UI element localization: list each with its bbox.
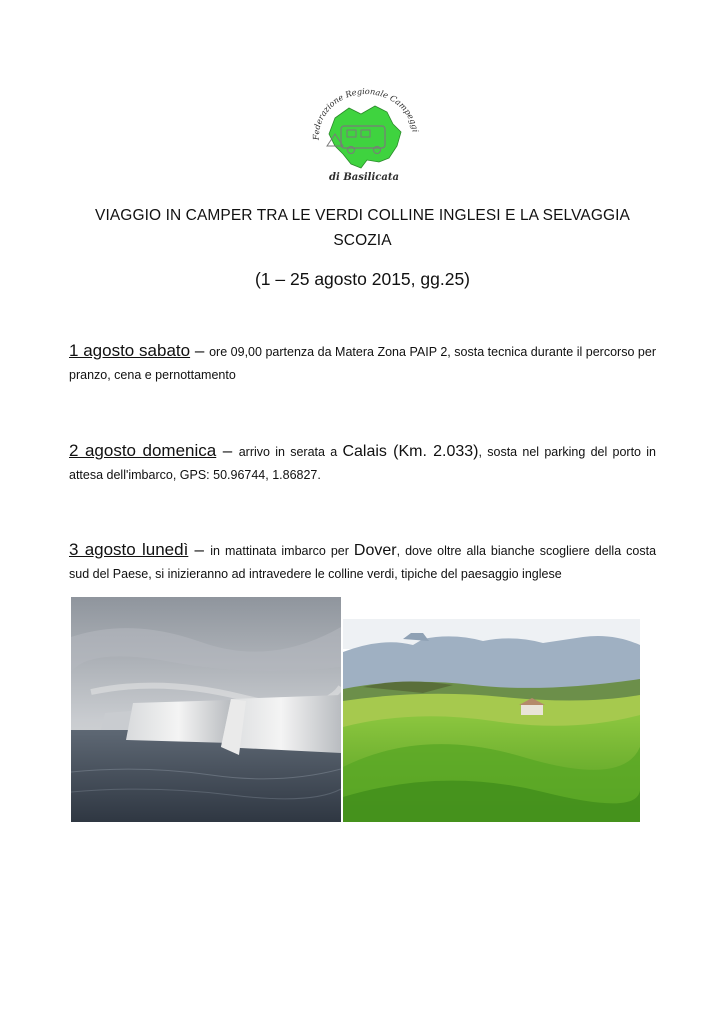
entry-dash: – [188,540,211,559]
hills-photo [343,597,640,822]
logo-arc-text: Federazione Regionale Campeggi [310,88,421,141]
entry-text-after: , dove oltre alla bianche scogliere della costa sud del Paese, si inizieranno ad intravedere le colline verdi, tipiche del paesaggio inglese [69,544,657,581]
entry-dash: – [216,441,239,460]
entry-text-before: in mattinata imbarco per [210,544,354,558]
entry-place: Calais (Km. 2.033) [342,443,479,460]
federation-logo [305,88,423,184]
document-subtitle: (1 – 25 agosto 2015, gg.25) [254,269,471,289]
title-line-2: SCOZIA [333,232,392,249]
entry-day: 1 agosto sabato [69,341,191,360]
entry-dash: – [190,341,210,360]
entry-day: 3 agosto lunedì [69,540,189,559]
white-cliffs-sea-photo-icon [71,597,341,822]
logo-bottom-text: di Basilicata [329,172,399,183]
regional-federation-logo-icon [305,88,423,184]
entry-text-before: arrivo in serata a [238,445,343,459]
document-title [60,203,665,253]
green-hills-landscape-photo-icon [343,597,640,822]
entry-text: ore 09,00 partenza da Matera Zona PAIP 2, sosta tecnica durante il percorso per pranzo, cena e pernottamento [69,345,657,382]
entry-place: Dover [353,542,397,559]
title-line-1: VIAGGIO IN CAMPER TRA LE VERDI COLLINE INGLESI E LA SELVAGGIA [95,207,630,224]
itinerary-entry-1 [69,339,656,387]
itinerary-entry-3 [69,538,656,586]
itinerary-entry-2 [69,439,656,487]
entry-text-after: , sosta nel parking del porto in attesa dell'imbarco, GPS: 50.96744, 1.86827. [69,445,656,482]
cliffs-photo [71,597,341,822]
entry-day: 2 agosto domenica [69,441,217,460]
